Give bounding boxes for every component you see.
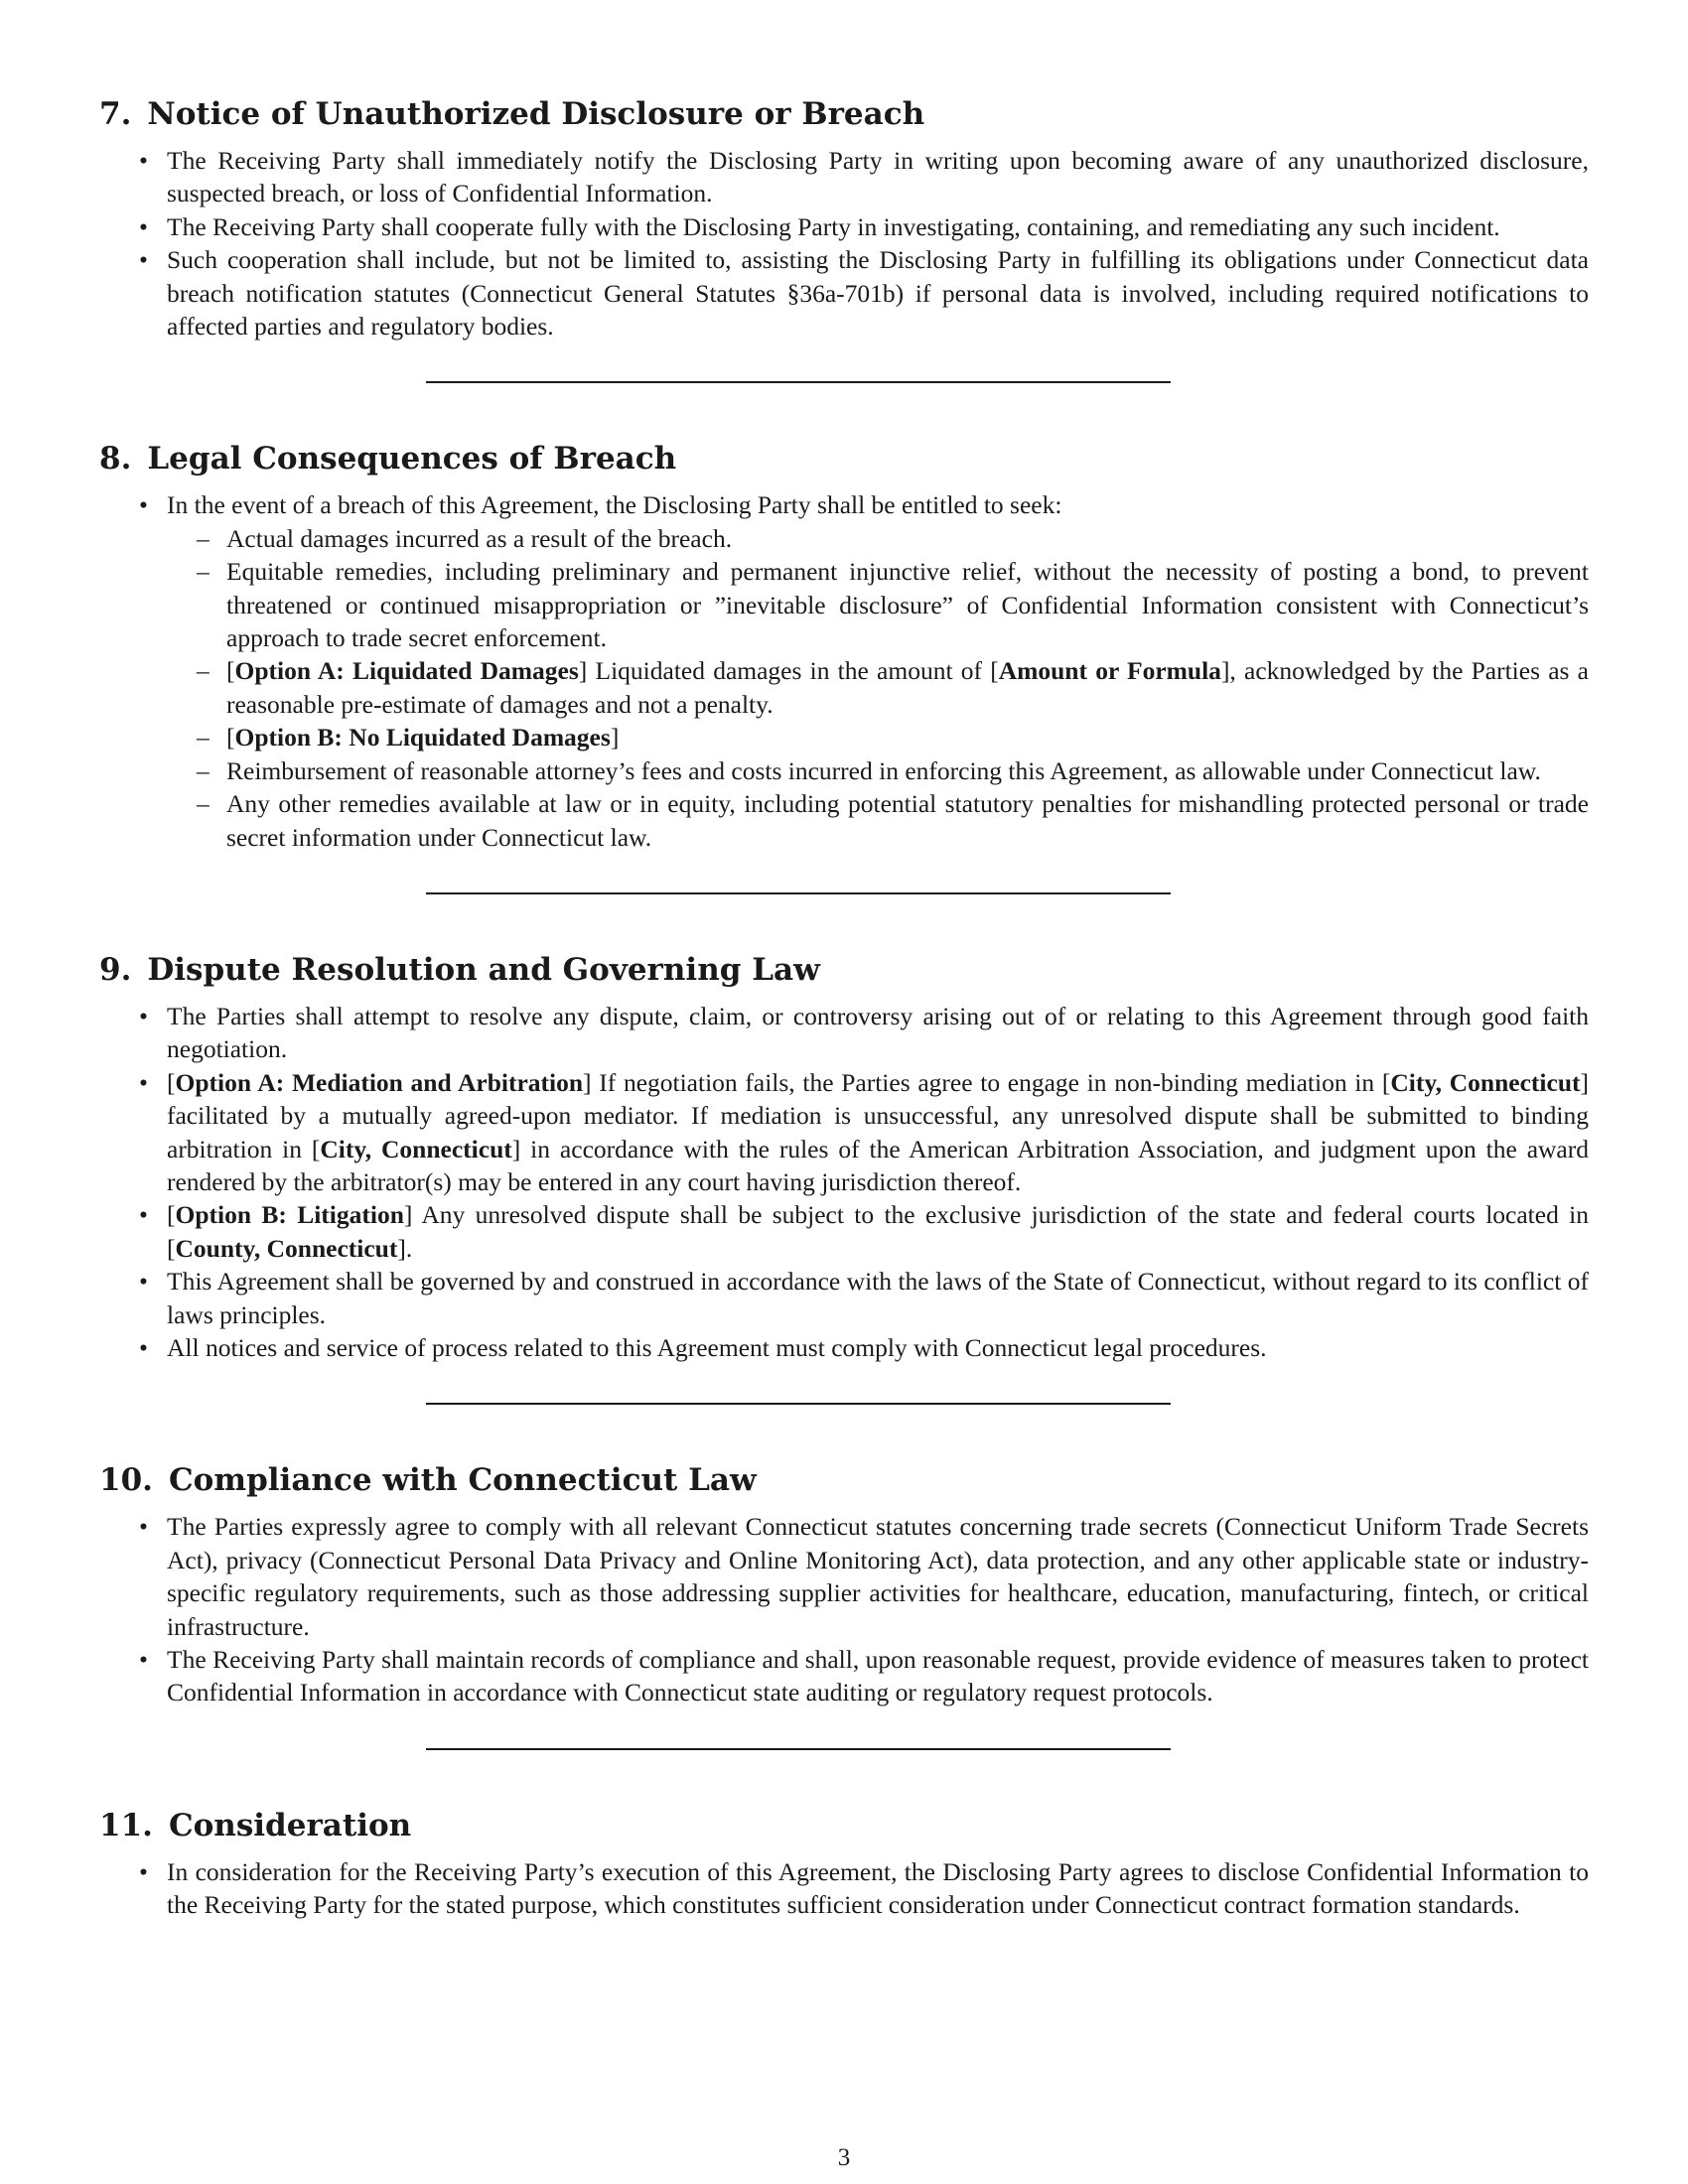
section-11 xyxy=(99,1806,1589,1922)
list-item-option-a: • [Option A: Mediation and Arbitration] If negotiation fails, the Parties agree to engage in non-binding mediation in [City, Connecticut] facilitated by a mutually agreed-upon mediator. If mediation is unsuccessful, any unresolved dispute shall be submitted to binding arbitration in [City, Connecticut] in accordance with the rules of the American Arbitration Association, and judgment upon the award rendered by the arbitrator(s) may be entered in any court having jurisdiction thereof. xyxy=(167,1066,1589,1199)
section-8 xyxy=(99,439,1589,893)
section-9-list xyxy=(99,1000,1589,1364)
list-item-option-b: • [Option B: Litigation] Any unresolved dispute shall be subject to the exclusive jurisdiction of the state and federal courts located in [County, Connecticut]. xyxy=(167,1198,1589,1265)
sublist-item: – Any other remedies available at law or in equity, including potential statutory penalties for mishandling protected personal or trade secret information under Connecticut law. xyxy=(226,787,1589,854)
section-11-list xyxy=(99,1855,1589,1922)
list-item: • The Receiving Party shall immediately notify the Disclosing Party in writing upon becoming aware of any unauthorized disclosure, suspected breach, or loss of Confidential Information. xyxy=(167,144,1589,210)
section-10-list xyxy=(99,1510,1589,1708)
section-10-heading: 10. Compliance with Connecticut Law xyxy=(99,1462,757,1499)
section-11-heading: 11. Consideration xyxy=(99,1807,412,1843)
section-divider xyxy=(426,381,1171,383)
list-item: • In consideration for the Receiving Party’s execution of this Agreement, the Disclosing Party agrees to disclose Confidential Information to the Receiving Party for the stated purpose, which constitutes sufficient consideration under Connecticut contract formation standards. xyxy=(167,1855,1589,1922)
section-8-list xyxy=(99,488,1589,853)
section-10 xyxy=(99,1460,1589,1749)
section-7 xyxy=(99,94,1589,383)
list-item: • The Parties shall attempt to resolve any dispute, claim, or controversy arising out of or relating to this Agreement through good faith negotiation. xyxy=(167,1000,1589,1066)
list-item: • The Parties expressly agree to comply with all relevant Connecticut statutes concerning trade secrets (Connecticut Uniform Trade Secrets Act), privacy (Connecticut Personal Data Privacy and Online Monitoring Act), data protection, and any other applicable state or industry-specific regulatory requirements, such as those addressing supplier activities for healthcare, education, manufacturing, fintech, or critical infrastructure. xyxy=(167,1510,1589,1643)
page-number: 3 xyxy=(837,2144,851,2171)
section-8-heading: 8. Legal Consequences of Breach xyxy=(99,441,677,478)
list-item: • In the event of a breach of this Agreement, the Disclosing Party shall be entitled to seek: – Actual damages incurred as a result of the breach. – Equitable remedies, including preliminary and permanent injunctive relief, without the necessity of posting a bond, to prevent threatened or continued misappropriation or ”inevitable disclosure” of Confidential Information consistent with Connecticut’s approach to trade secret enforcement. – [Option A: Liquidated Damages] Liquidated damages in the amount of [Amount or Formula], acknowledged by the Parties as a reasonable pre-estimate of damages and not a penalty. – [Option B: No Liquidated Damages] – Reimbursement of reasonable attorney’s fees and costs incurred in enforcing this Agreement, as allowable under Connecticut law. – Any other remedies available at law or in equity, including potential statutory penalties for mishandling protected personal or trade secret information under Connecticut law. xyxy=(167,488,1589,853)
section-7-heading: 7. Notice of Unauthorized Disclosure or Breach xyxy=(99,96,925,132)
section-9-heading: 9. Dispute Resolution and Governing Law xyxy=(99,951,820,988)
list-item: • The Receiving Party shall maintain records of compliance and shall, upon reasonable request, provide evidence of measures taken to protect Confidential Information in accordance with Connecticut state auditing or regulatory request protocols. xyxy=(167,1643,1589,1709)
document-page xyxy=(99,94,1589,1922)
sublist-item: – Reimbursement of reasonable attorney’s fees and costs incurred in enforcing this Agreement, as allowable under Connecticut law. xyxy=(226,754,1589,787)
list-item: • All notices and service of process related to this Agreement must comply with Connecticut legal procedures. xyxy=(167,1331,1589,1364)
list-item: • The Receiving Party shall cooperate fully with the Disclosing Party in investigating, containing, and remediating any such incident. xyxy=(167,210,1589,243)
list-item: • Such cooperation shall include, but not be limited to, assisting the Disclosing Party in fulfilling its obligations under Connecticut data breach notification statutes (Connecticut General Statutes §36a-701b) if personal data is involved, including required notifications to affected parties and regulatory bodies. xyxy=(167,243,1589,342)
section-9 xyxy=(99,950,1589,1405)
sublist-item-option-a: – [Option A: Liquidated Damages] Liquidated damages in the amount of [Amount or Formula], acknowledged by the Parties as a reasonable pre-estimate of damages and not a penalty. xyxy=(226,654,1589,721)
sublist-item: – Equitable remedies, including preliminary and permanent injunctive relief, without the necessity of posting a bond, to prevent threatened or continued misappropriation or ”inevitable disclosure” of Confidential Information consistent with Connecticut’s approach to trade secret enforcement. xyxy=(226,555,1589,654)
section-divider xyxy=(426,1403,1171,1405)
remedies-sublist xyxy=(167,522,1589,854)
sublist-item: – Actual damages incurred as a result of the breach. xyxy=(226,522,1589,555)
list-item: • This Agreement shall be governed by and construed in accordance with the laws of the State of Connecticut, without regard to its conflict of laws principles. xyxy=(167,1265,1589,1331)
section-7-list xyxy=(99,144,1589,342)
section-divider xyxy=(426,1748,1171,1750)
section-divider xyxy=(426,892,1171,894)
sublist-item-option-b: – [Option B: No Liquidated Damages] xyxy=(226,721,1589,753)
